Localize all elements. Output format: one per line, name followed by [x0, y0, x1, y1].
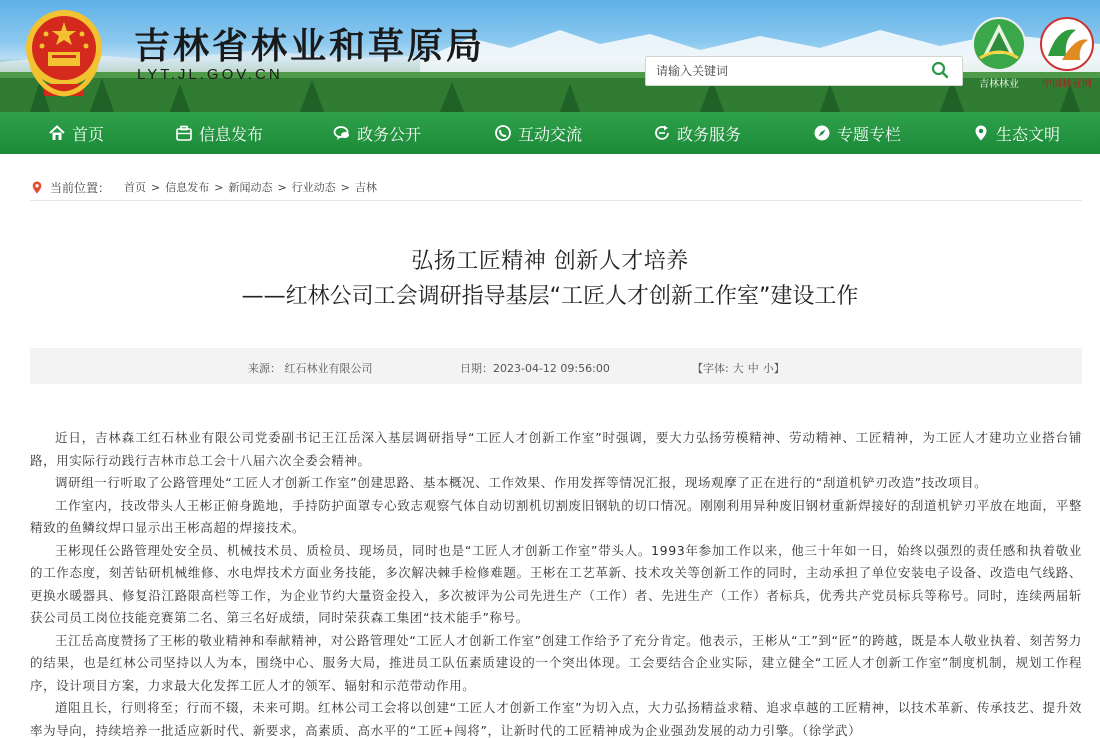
- article-paragraph: 王彬现任公路管理处安全员、机械技术员、质检员、现场员，同时也是“工匠人才创新工作室”带头人。1993年参加工作以来，他三十年如一日，始终以强烈的责任感和执着敬业的工作态度，刻苦钻研机械维修、水电焊技术方面业务技能，多次解决棘手检修难题。王彬在工艺革新、技术攻关等创新工作的同时，主动承担了单位安装电子设备、改造电气线路、更换水暖器具、修复沿江路限高栏等工作，为企业节约大量资金投入，多次被评为公司先进生产（工作）者、先进生产（工作）者标兵，优秀共产党员标兵等称号。同时，连续两届斩获公司员工岗位技能竞赛第二名、第三名好成绩，同时荣获森工集团“技术能手”称号。: [30, 542, 1082, 625]
- search-input[interactable]: [646, 57, 918, 85]
- china-forestry-logo-icon: [1036, 16, 1098, 74]
- home-icon: [48, 124, 66, 142]
- nav-item-gov-services[interactable]: [653, 112, 741, 154]
- china-forestry-logo[interactable]: [1036, 16, 1098, 90]
- font-small-button[interactable]: 小: [762, 362, 774, 375]
- font-medium-button[interactable]: 中: [747, 362, 759, 375]
- nav-label: 生态文明: [996, 124, 1061, 144]
- article-source: 来源： 红石林业有限公司: [248, 362, 373, 375]
- breadcrumb-separator: >: [151, 180, 161, 194]
- breadcrumb-label: 当前位置：: [50, 180, 111, 195]
- refresh-icon: [653, 124, 671, 142]
- search-icon: [931, 61, 949, 79]
- nav-item-special-topics[interactable]: [813, 112, 901, 154]
- font-size-label: 【字体:: [692, 362, 729, 375]
- nav-label: 政务服务: [677, 124, 742, 144]
- breadcrumb-news[interactable]: 新闻动态: [228, 181, 273, 194]
- nav-item-ecology[interactable]: [972, 112, 1060, 154]
- nav-item-info-release[interactable]: [175, 112, 263, 154]
- font-large-button[interactable]: 大: [732, 362, 744, 375]
- article-body: [30, 427, 1082, 738]
- nav-item-gov-affairs[interactable]: [333, 112, 421, 154]
- header-banner: [0, 0, 1100, 112]
- search-box: [645, 56, 963, 86]
- article-meta: [30, 348, 1082, 384]
- article-subtitle: ——红林公司工会调研指导基层“工匠人才创新工作室”建设工作: [241, 284, 859, 309]
- breadcrumb-separator: >: [277, 180, 287, 194]
- font-size-control: [692, 360, 785, 376]
- article-paragraph: 道阻且长，行则将至；行而不辍，未来可期。红林公司工会将以创建“工匠人才创新工作室”为切入点，大力弘扬精益求精、追求卓越的工匠精神，以技术革新、传承技艺、提升效率为导向，持续培养一批适应新时代、新要求，高素质、高水平的“工匠+闯将”，让新时代的工匠精神成为企业强劲发展的动力引擎。（徐学武）: [30, 700, 1082, 738]
- chat-icon: [333, 124, 351, 142]
- font-size-close: 】: [773, 362, 785, 375]
- article-date: 日期：2023-04-12 09:56:00: [460, 362, 610, 375]
- article-paragraph: 王江岳高度赞扬了王彬的敬业精神和奉献精神，对公路管理处“工匠人才创新工作室”创建工作给予了充分肯定。他表示，王彬从“工”到“匠”的跨越，既是本人敬业执着、刻苦努力的结果，也是红林公司坚持以人为本，围绕中心、服务大局，推进员工队伍素质建设的一个突出体现。工会要结合企业实际，建立健全“工匠人才创新工作室”制度机制，规划工作程序，设计项目方案，力求最大化发挥工匠人才的领军、辐射和示范带动作用。: [30, 632, 1082, 693]
- article-paragraph: 近日，吉林森工红石林业有限公司党委副书记王江岳深入基层调研指导“工匠人才创新工作室”时强调，要大力弘扬劳模精神、劳动精神、工匠精神，为工匠人才建功立业搭台铺路，用实际行动践行吉林市总工会十八届六次全委会精神。: [30, 430, 1082, 468]
- phone-icon: [494, 124, 512, 142]
- nav-item-home[interactable]: [48, 112, 104, 154]
- breadcrumb: [32, 178, 377, 196]
- breadcrumb-home[interactable]: 首页: [124, 181, 147, 194]
- logo1-caption: 吉林林业: [979, 79, 1019, 90]
- breadcrumb-info-release[interactable]: 信息发布: [165, 181, 210, 194]
- main-nav: [0, 112, 1100, 154]
- nav-label: 首页: [72, 124, 105, 144]
- jilin-forestry-logo-icon: [968, 16, 1030, 74]
- breadcrumb-jilin[interactable]: 吉林: [354, 181, 377, 194]
- article-paragraph: 工作室内，技改带头人王彬正俯身跪地，手持防护面罩专心致志观察气体自动切割机切割废旧钢轨的切口情况。刚刚利用异种废旧钢材重新焊接好的刮道机铲刃平放在地面，平整精致的鱼鳞纹焊口显示出王彬高超的焊接技术。: [30, 497, 1082, 535]
- nav-label: 互动交流: [518, 124, 583, 144]
- pin-icon: [972, 124, 990, 142]
- breadcrumb-divider: [30, 200, 1082, 201]
- nav-label: 政务公开: [357, 124, 422, 144]
- breadcrumb-separator: >: [340, 180, 350, 194]
- nav-item-interaction[interactable]: [494, 112, 582, 154]
- nav-label: 信息发布: [199, 124, 264, 144]
- logo2-caption: 中国林业网: [1042, 79, 1092, 90]
- nav-label: 专题专栏: [837, 124, 902, 144]
- search-button[interactable]: [918, 57, 962, 85]
- article-title: 弘扬工匠精神 创新人才培养: [411, 249, 689, 274]
- article-paragraph: 调研组一行听取了公路管理处“工匠人才创新工作室”创建思路、基本概况、工作效果、作用发挥等情况汇报，现场观摩了正在进行的“刮道机铲刃改造”技改项目。: [55, 475, 988, 490]
- breadcrumb-separator: >: [214, 180, 224, 194]
- jilin-forestry-logo[interactable]: [968, 16, 1030, 90]
- national-emblem-icon: [22, 6, 106, 102]
- location-pin-icon: [32, 181, 42, 194]
- briefcase-icon: [175, 124, 193, 142]
- breadcrumb-industry-news[interactable]: 行业动态: [291, 181, 336, 194]
- site-title: 吉林省林业和草原局: [134, 26, 486, 67]
- site-domain: LYT.JL.GOV.CN: [137, 66, 283, 83]
- compass-icon: [813, 124, 831, 142]
